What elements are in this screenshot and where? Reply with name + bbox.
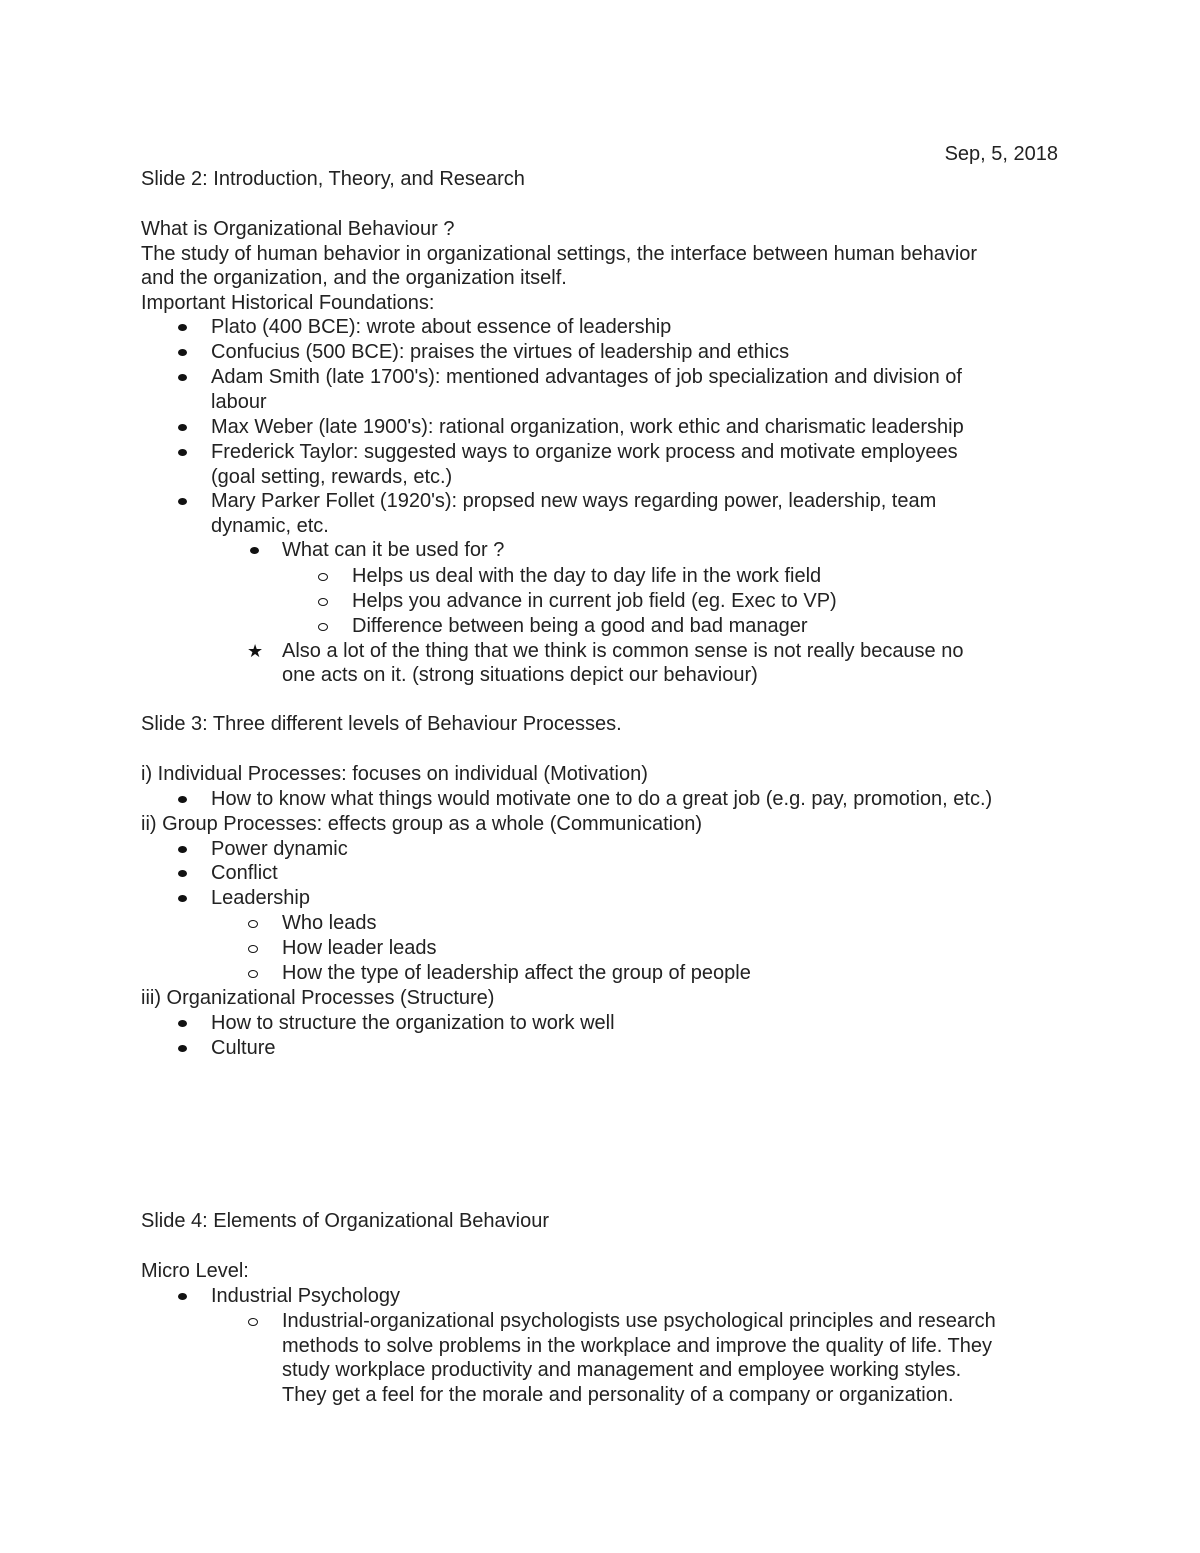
section-group: ii) Group Processes: effects group as a whole (Communication)	[141, 813, 702, 835]
bullet-dot-icon	[176, 886, 188, 910]
heading-slide-3: Slide 3: Three different levels of Behaviour Processes.	[141, 713, 622, 735]
list-item: Plato (400 BCE): wrote about essence of leadership	[211, 316, 672, 338]
list-item: What can it be used for ?	[282, 539, 505, 561]
bullet-dot-icon	[176, 861, 188, 885]
list-item-continuation: labour	[211, 391, 267, 413]
list-item-continuation: methods to solve problems in the workplace and improve the quality of life. They	[282, 1335, 992, 1357]
bullet-dot-icon	[176, 1011, 188, 1035]
bullet-circle-icon	[317, 614, 329, 638]
bullet-dot-icon	[176, 1284, 188, 1308]
list-item: Industrial-organizational psychologists use psychological principles and research	[282, 1310, 996, 1332]
list-item: Culture	[211, 1037, 276, 1059]
bullet-dot-icon	[176, 440, 188, 464]
list-item: How to structure the organization to work well	[211, 1012, 615, 1034]
list-item: Leadership	[211, 887, 310, 909]
heading-slide-4: Slide 4: Elements of Organizational Behaviour	[141, 1210, 550, 1232]
bullet-dot-icon	[176, 365, 188, 389]
bullet-dot-icon	[176, 837, 188, 861]
list-item: Conflict	[211, 862, 278, 884]
bullet-dot-icon	[176, 489, 188, 513]
bullet-circle-icon	[247, 911, 259, 935]
list-item-continuation: dynamic, etc.	[211, 515, 329, 537]
list-item: Difference between being a good and bad manager	[352, 615, 808, 637]
list-item: How leader leads	[282, 937, 437, 959]
list-item: Max Weber (late 1900's): rational organization, work ethic and charismatic leadership	[211, 416, 964, 438]
list-item: Helps us deal with the day to day life in the work field	[352, 565, 822, 587]
bullet-circle-icon	[247, 961, 259, 985]
section-organizational: iii) Organizational Processes (Structure)	[141, 987, 495, 1009]
foundations-heading: Important Historical Foundations:	[141, 292, 435, 314]
definition-line-2: and the organization, and the organization itself.	[141, 267, 567, 289]
bullet-dot-icon	[176, 340, 188, 364]
bullet-circle-icon	[247, 1309, 259, 1333]
section-individual: i) Individual Processes: focuses on individual (Motivation)	[141, 763, 648, 785]
list-item: Adam Smith (late 1700's): mentioned advantages of job specialization and division of	[211, 366, 962, 388]
list-item-continuation: They get a feel for the morale and personality of a company or organization.	[282, 1384, 954, 1406]
bullet-dot-icon	[248, 538, 260, 562]
bullet-star-icon: ★	[247, 641, 264, 661]
question: What is Organizational Behaviour ?	[141, 218, 455, 240]
list-item: Power dynamic	[211, 838, 348, 860]
list-item: Confucius (500 BCE): praises the virtues of leadership and ethics	[211, 341, 790, 363]
list-item-continuation: study workplace productivity and management and employee working styles.	[282, 1359, 962, 1381]
list-item: Who leads	[282, 912, 377, 934]
list-item-continuation: (goal setting, rewards, etc.)	[211, 466, 453, 488]
micro-level-heading: Micro Level:	[141, 1260, 249, 1282]
bullet-dot-icon	[176, 787, 188, 811]
list-item: How the type of leadership affect the group of people	[282, 962, 751, 984]
list-item: Mary Parker Follet (1920's): propsed new ways regarding power, leadership, team	[211, 490, 937, 512]
list-item: Also a lot of the thing that we think is common sense is not really because no	[282, 640, 964, 662]
list-item: Frederick Taylor: suggested ways to organize work process and motivate employees	[211, 441, 958, 463]
list-item: Industrial Psychology	[211, 1285, 400, 1307]
date: Sep, 5, 2018	[944, 143, 1058, 165]
bullet-circle-icon	[317, 589, 329, 613]
definition-line-1: The study of human behavior in organizational settings, the interface between human behavior	[141, 243, 978, 265]
bullet-dot-icon	[176, 1036, 188, 1060]
list-item-continuation: one acts on it. (strong situations depict our behaviour)	[282, 664, 758, 686]
bullet-dot-icon	[176, 315, 188, 339]
bullet-dot-icon	[176, 415, 188, 439]
list-item: Helps you advance in current job field (eg. Exec to VP)	[352, 590, 837, 612]
heading-slide-2: Slide 2: Introduction, Theory, and Research	[141, 168, 525, 190]
bullet-circle-icon	[247, 936, 259, 960]
bullet-circle-icon	[317, 564, 329, 588]
list-item: How to know what things would motivate one to do a great job (e.g. pay, promotion, etc.)	[211, 788, 993, 810]
